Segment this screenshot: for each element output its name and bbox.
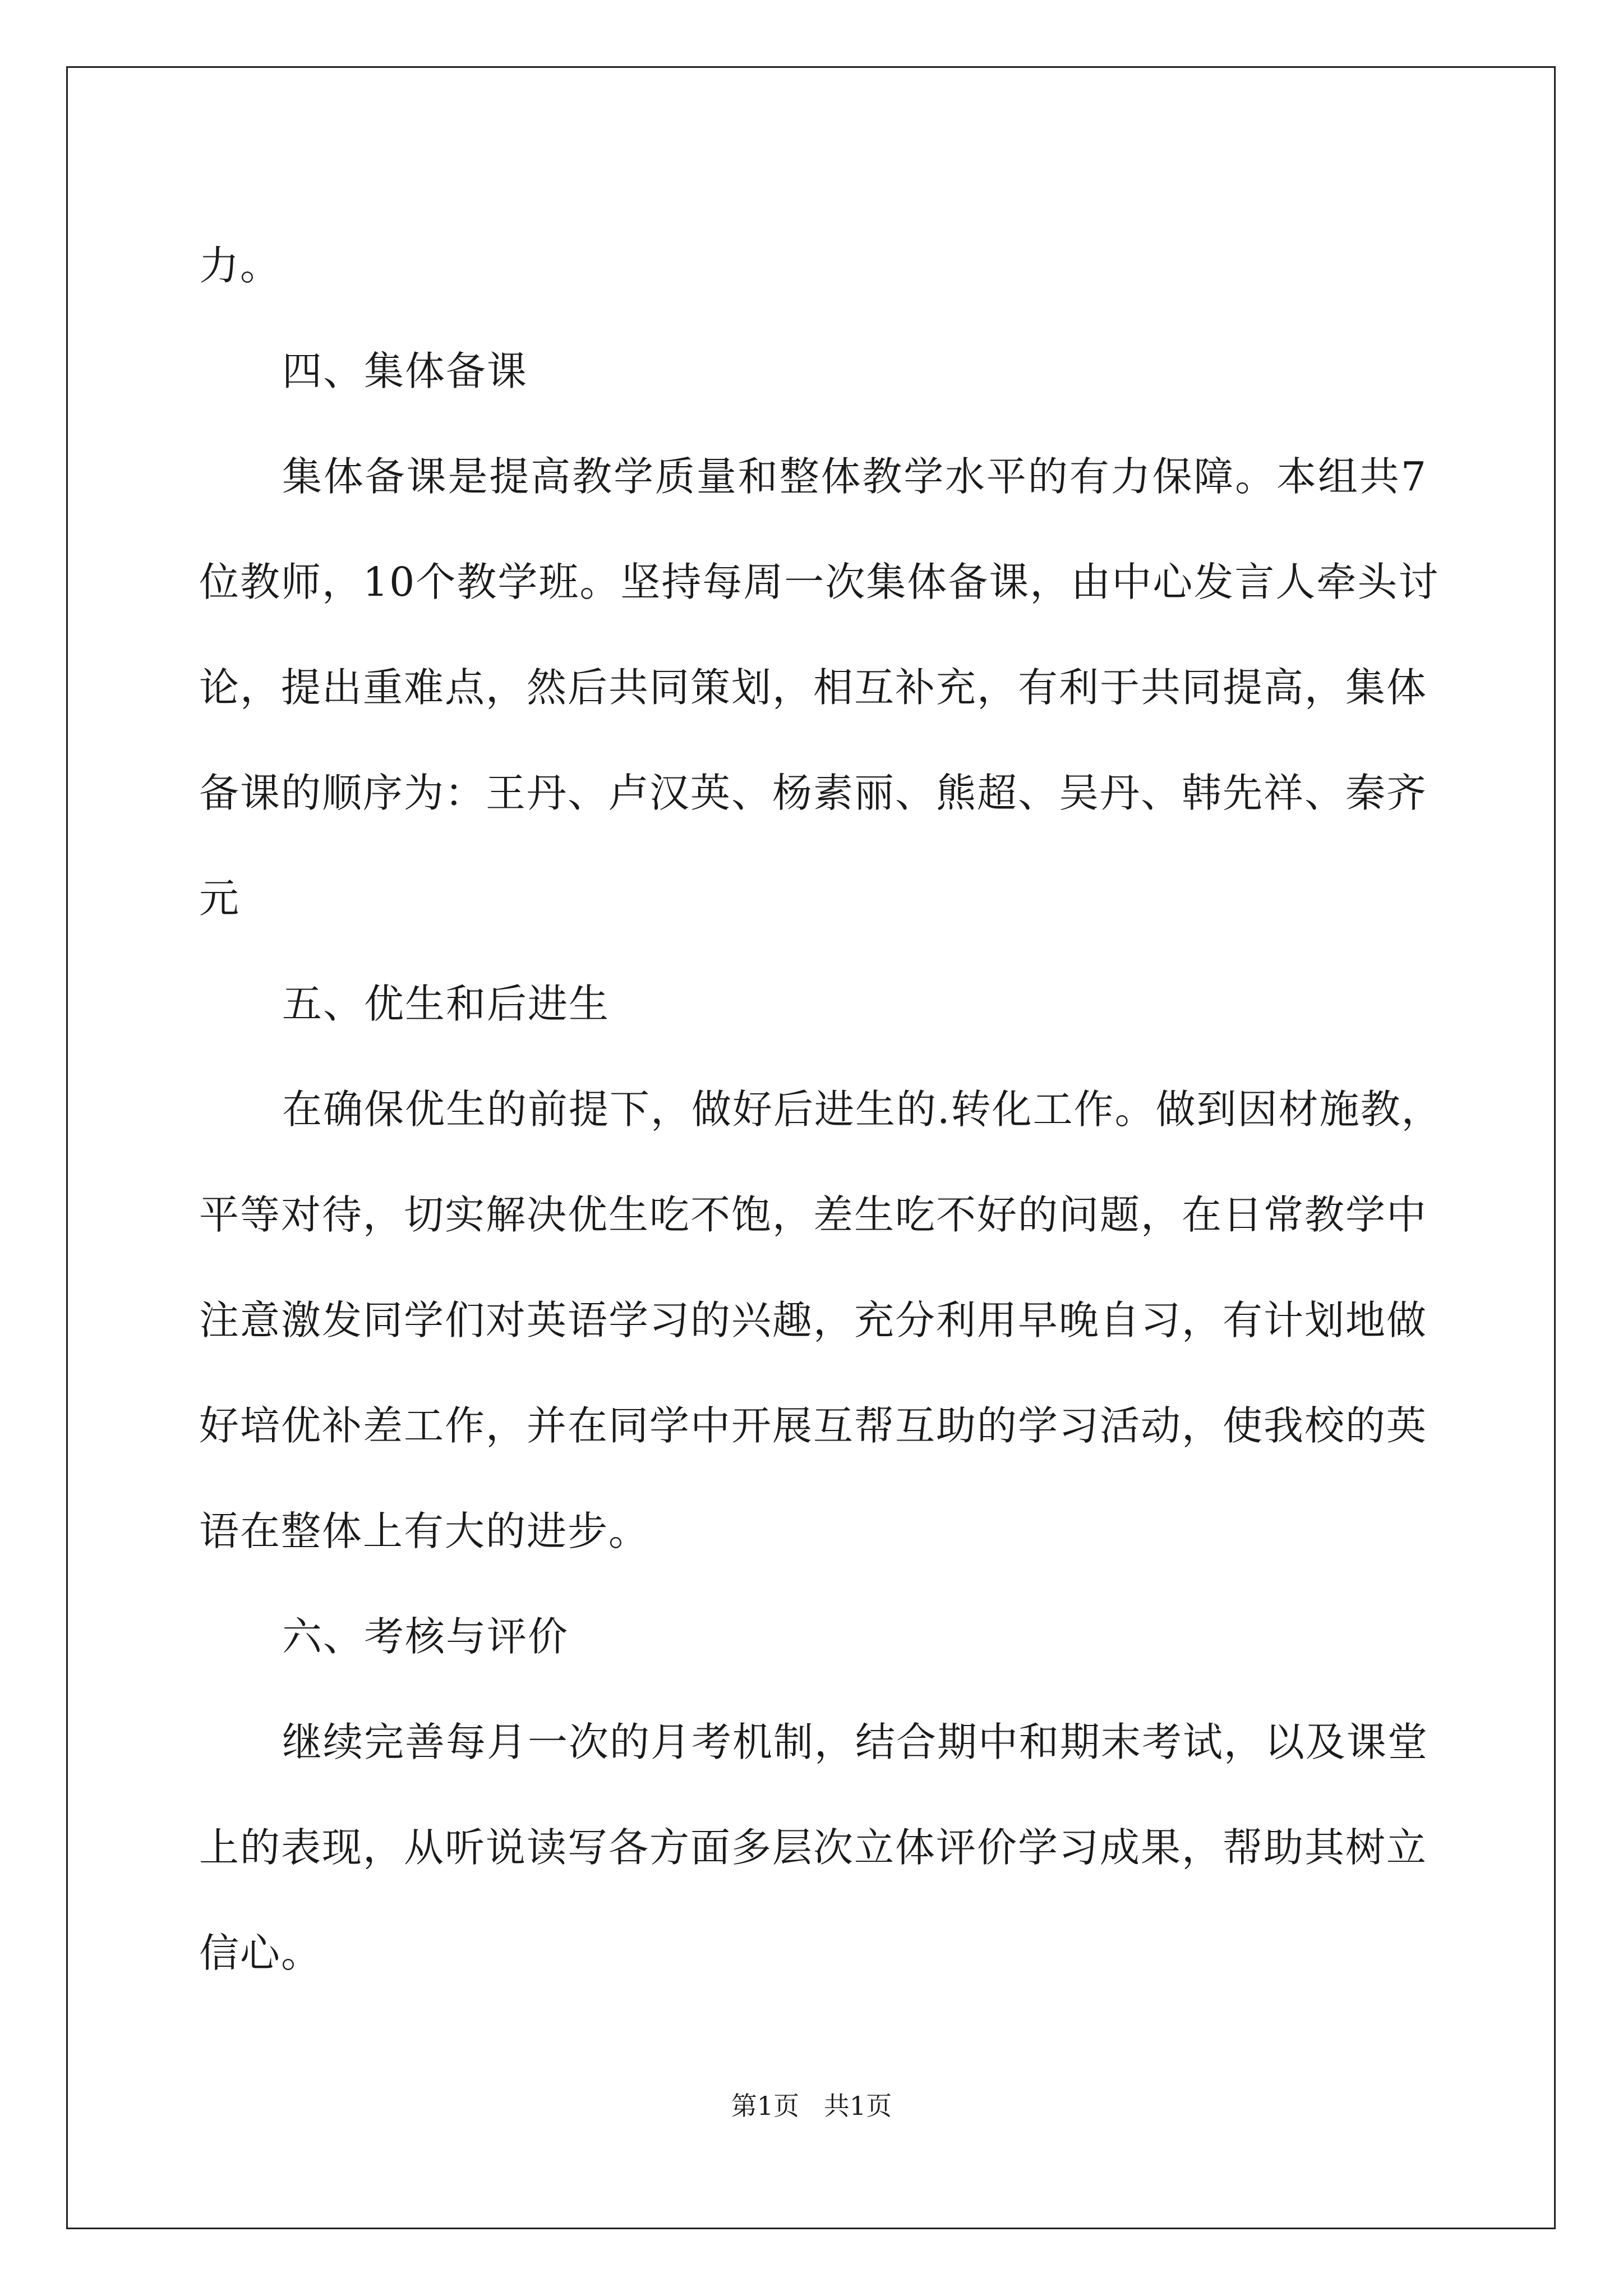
text-line: 好培优补差工作，并在同学中开展互帮互助的学习活动，使我校的英	[199, 1402, 1428, 1449]
text-line: 在确保优生的前提下，做好后进生的.转化工作。做到因材施教，	[282, 1086, 1442, 1133]
text-line: 集体备课是提高教学质量和整体教学水平的有力保障。本组共7	[282, 453, 1427, 500]
section-heading: 六、考核与评价	[282, 1613, 569, 1660]
text-line: 论，提出重难点，然后共同策划，相互补充，有利于共同提高，集体	[199, 664, 1428, 711]
text-line: 信心。	[199, 1930, 322, 1976]
page-number-text: 第1页 共1页	[731, 2091, 892, 2121]
document-body	[199, 213, 1442, 2006]
text-line: 平等对待，切实解决优生吃不饱，差生吃不好的问题，在日常教学中	[199, 1191, 1428, 1238]
text-line: 位教师，10个教学班。坚持每周一次集体备课，由中心发言人牵头讨	[199, 559, 1440, 605]
text-line: 注意激发同学们对英语学习的兴趣，充分利用早晚自习，有计划地做	[199, 1297, 1428, 1343]
page-footer	[0, 2089, 1623, 2123]
text-line: 继续完善每月一次的月考机制，结合期中和期末考试，以及课堂	[282, 1719, 1429, 1765]
text-line: 元	[199, 875, 241, 922]
text-line: 上的表现，从听说读写各方面多层次立体评价学习成果，帮助其树立	[199, 1824, 1428, 1871]
section-heading: 四、集体备课	[282, 348, 528, 394]
text-line: 力。	[199, 242, 282, 289]
text-line: 备课的顺序为：王丹、卢汉英、杨素丽、熊超、吴丹、韩先祥、秦齐	[199, 770, 1428, 816]
text-line: 语在整体上有大的进步。	[199, 1508, 650, 1554]
section-heading: 五、优生和后进生	[282, 981, 610, 1027]
